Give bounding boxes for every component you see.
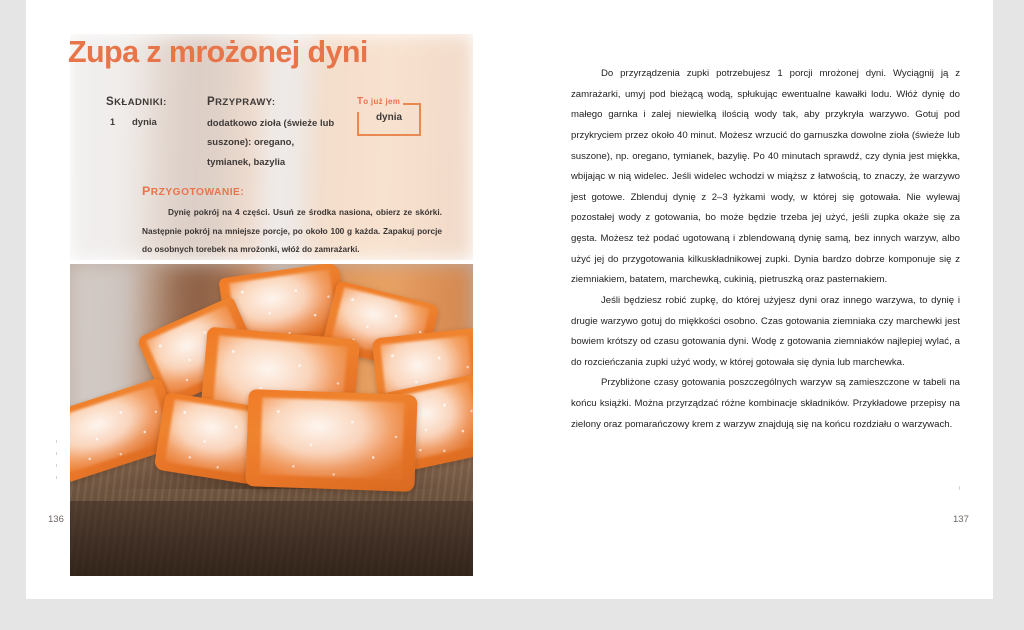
registration-tick (56, 476, 57, 479)
already-eat-label-rest: o już jem (363, 97, 401, 106)
ingredient-quantity: 1 (110, 117, 116, 127)
page-number-right: 137 (953, 514, 969, 525)
page-number-left: 136 (48, 514, 64, 525)
spices-text: dodatkowo zioła (świeże lub suszone): oregano, tymianek, bazylia (207, 118, 335, 168)
registration-tick (959, 486, 960, 490)
preparation-heading (142, 184, 244, 198)
right-page (509, 0, 993, 599)
page-title: Zupa z mrożonej dyni (68, 35, 368, 69)
already-eat-label-cap: T (357, 96, 364, 107)
spices-heading-rest: RZYPRAWY: (215, 97, 276, 108)
body-paragraph: Przybliżone czasy gotowania poszczególnych warzyw są zamieszczone w tabeli na końcu książki. Można przyrządzać różne kombinacje składników. Przykładowe przepisy na zielony oraz pomarańczowy krem z warzyw znajdują się na końcu rozdziału o warzywach. (571, 377, 960, 430)
preparation-text: Dynię pokrój na 4 części. Usuń ze środka nasiona, obierz ze skórki. Następnie pokrój na mniejsze porcje, po około 100 g każda. Zapakuj porcje do osobnych torebek na mrożonki, włóż do zamrażarki. (142, 207, 442, 255)
already-eat-value: dynia (375, 112, 403, 123)
ingredients-heading (106, 96, 167, 108)
book-spread (26, 0, 993, 599)
registration-tick (56, 452, 57, 455)
spices-heading-cap: P (207, 96, 216, 108)
photo-board-front-edge (70, 501, 473, 576)
already-eat-box (357, 98, 421, 136)
ingredient-name: dynia (132, 117, 157, 128)
already-eat-label (357, 96, 400, 107)
box-border-top (403, 103, 421, 105)
left-page (26, 0, 509, 599)
preparation-heading-cap: P (142, 184, 151, 198)
body-copy (571, 64, 960, 435)
box-border-bottom (357, 134, 421, 136)
registration-tick (56, 464, 57, 467)
recipe-photo (70, 264, 473, 576)
spices-heading (207, 96, 275, 108)
body-paragraph: Do przyrządzenia zupki potrzebujesz 1 porcji mrożonej dyni. Wyciągnij ją z zamrażarki, umyj pod bieżącą wodą, spłukując ewentualne kawałki lodu. Włóż dynię do małego garnka i zalej niewielką ilością wody tak, aby przykryła warzywo. Gotuj pod przykryciem przez około 40 minut. Możesz wrzucić do garnuszka dowolne zioła (świeże lub suszone), np. oregano, tymianek, bazylię. Po 40 minutach sprawdź, czy dynia jest miękka, wbijając w nią widelec. Jeśli widelec wchodzi w miąższ z łatwością, to znaczy, że warzywo jest gotowe. Zblenduj dynię z 2–3 łyżkami wody, w której się gotowała. Nie wylewaj pozostałej wody z gotowania, bo może będzie trzeba jej użyć, jeśli zupka okaże się za gęsta. Możesz też podać ugotowaną i zblendowaną dynię samą, bez innych warzyw, albo użyć jej do przygotowania kilkuskładnikowej zupki. Dynia bardzo dobrze komponuje się z ziemniakiem, batatem, marchewką, cukinią, pietruszką oraz pasternakiem. (571, 68, 960, 286)
registration-tick (56, 440, 57, 443)
preparation-heading-rest: RZYGOTOWANIE: (150, 187, 245, 198)
ingredients-heading-rest: KŁADNIKI: (114, 97, 167, 108)
body-paragraph: Jeśli będziesz robić zupkę, do której użyjesz dyni oraz innego warzywa, to dynię i drugie warzywo gotuj do miękkości osobno. Czas gotowania ziemniaka czy marchewki jest bowiem krótszy od czasu gotowania dyni. Wodę z gotowania ziemniaków najlepiej wylać, a do rozcieńczania zupki użyć wody, w której gotowała się dynia lub marchewka. (571, 294, 960, 368)
pumpkin-chunk (246, 389, 419, 492)
ingredients-heading-cap: S (106, 96, 115, 108)
